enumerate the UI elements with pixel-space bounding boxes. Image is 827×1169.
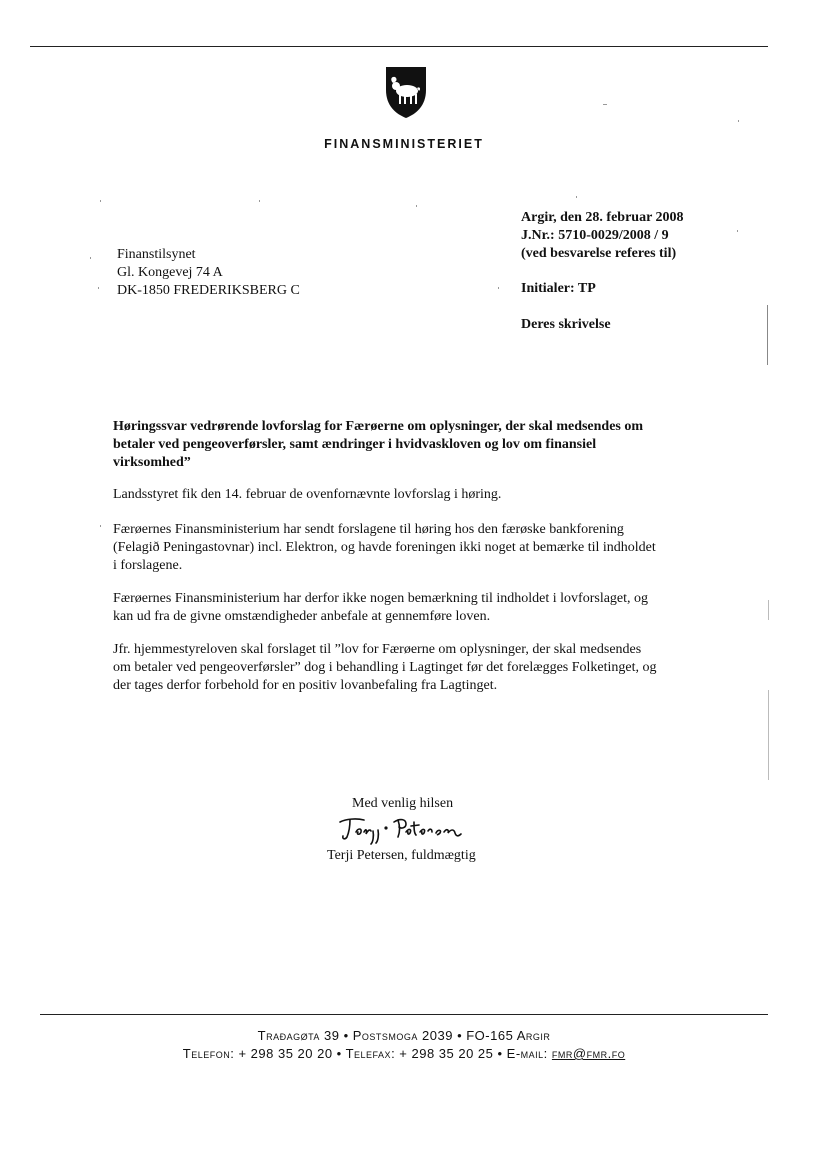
scan-edge-mark	[768, 690, 769, 780]
scan-speck	[576, 196, 577, 198]
body-line: om betaler ved pengeoverførsler” dog i behandling i Lagtinget før det forelægges Folketinget, og	[113, 660, 657, 675]
scan-edge-mark	[768, 600, 769, 620]
body-line: i forslagene.	[113, 558, 183, 573]
body-line: Landsstyret fik den 14. februar de ovenfornævnte lovforslag i høring.	[113, 487, 502, 502]
scan-speck	[98, 287, 99, 289]
scan-speck	[416, 205, 417, 207]
footer-rule	[40, 1014, 768, 1015]
signatory-name: Terji Petersen, fuldmægtig	[327, 848, 476, 863]
body-paragraph-4	[113, 641, 657, 695]
scan-speck	[737, 230, 738, 232]
recipient-city: DK-1850 FREDERIKSBERG C	[117, 283, 300, 298]
body-paragraph-3	[113, 590, 648, 626]
body-line: der tages derfor forbehold for en positiv lovanbefaling fra Lagtinget.	[113, 678, 498, 693]
scan-speck	[100, 525, 101, 527]
subject-line: betaler ved pengeoverførsler, samt ændringer i hvidvaskloven og lov om finansiel	[113, 437, 597, 452]
scan-speck	[90, 257, 91, 259]
recipient-name: Finanstilsynet	[117, 247, 196, 262]
recipient-street: Gl. Kongevej 74 A	[117, 265, 223, 280]
scan-speck	[738, 120, 739, 122]
letter-meta	[521, 209, 684, 263]
journal-note: (ved besvarelse referes til)	[521, 246, 677, 261]
top-rule	[30, 46, 768, 47]
ministry-name: FINANSMINISTERIET	[324, 137, 484, 151]
subject-line: Høringssvar vedrørende lovforslag for Færøerne om oplysninger, der skal medsendes om	[113, 419, 644, 434]
scan-speck	[498, 287, 499, 289]
body-line: Jfr. hjemmestyreloven skal forslaget til ”lov for Færøerne om oplysninger, der skal medsendes	[113, 642, 642, 657]
initials: Initialer: TP	[521, 281, 596, 296]
scan-edge-mark	[767, 305, 768, 365]
scan-speck	[259, 200, 260, 202]
closing-greeting: Med venlig hilsen	[352, 796, 454, 811]
subject-line: virksomhed”	[113, 455, 191, 470]
scan-speck	[603, 104, 607, 105]
body-paragraph-2	[113, 521, 656, 575]
footer-email-link[interactable]: fmr@fmr.fo	[551, 1046, 626, 1061]
footer-contact	[0, 1046, 808, 1061]
handwritten-signature	[336, 812, 486, 846]
footer-phone-fax: Telefon: + 298 35 20 20 • Telefax: + 298 35 20 25 • E-mail:	[182, 1046, 552, 1061]
body-line: kan ud fra de givne omstændigheder anbefale at gennemføre loven.	[113, 609, 491, 624]
journal-number: J.Nr.: 5710-0029/2008 / 9	[521, 228, 669, 243]
footer-address: Traðagøta 39 • Postsmoga 2039 • FO-165 Argir	[257, 1028, 551, 1043]
body-line: (Felagið Peningastovnar) incl. Elektron, og havde foreningen ikki noget at bemærke til indholdet	[113, 540, 656, 555]
scan-speck	[100, 200, 101, 202]
body-line: Færøernes Finansministerium har sendt forslagene til høring hos den færøske bankforening	[113, 522, 624, 537]
letter-date: Argir, den 28. februar 2008	[521, 210, 684, 225]
subject-heading	[113, 418, 643, 472]
your-letter: Deres skrivelse	[521, 317, 611, 332]
body-paragraph-1	[113, 486, 501, 504]
recipient-address	[117, 246, 300, 300]
faroese-coat-of-arms-ram-icon	[383, 64, 429, 120]
body-line: Færøernes Finansministerium har derfor ikke nogen bemærkning til indholdet i lovforslaget, og	[113, 591, 649, 606]
